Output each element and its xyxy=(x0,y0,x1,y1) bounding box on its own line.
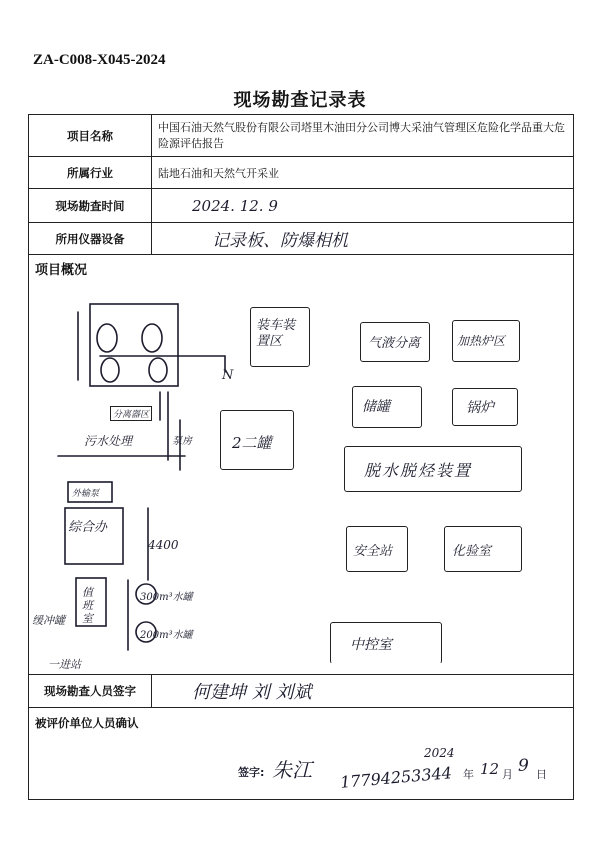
instruments-value: 记录板、防爆相机 xyxy=(152,223,574,255)
confirmation-label: 被评价单位人员确认 xyxy=(35,716,139,730)
label-sewage: 污水处理 xyxy=(84,434,133,448)
label-small1: 分离器区 xyxy=(110,406,152,421)
label-mid-note: 2二罐 xyxy=(232,434,272,452)
tank-2 xyxy=(142,324,162,352)
survey-time-value: 2024. 12. 9 xyxy=(152,189,574,223)
label-gas-booster: 加热炉区 xyxy=(457,334,506,348)
label-water-tank2: 200m³水罐 xyxy=(140,630,193,641)
survey-time-label: 现场勘查时间 xyxy=(29,189,152,223)
industry-value: 陆地石油和天然气开采业 xyxy=(152,157,574,189)
project-name-value: 中国石油天然气股份有限公司塔里木油田分公司博大采油气管理区危险化学品重大危险源评估报告 xyxy=(152,115,574,157)
label-width-note: 4400 xyxy=(148,538,179,552)
confirm-year: 2024 xyxy=(424,746,455,760)
label-water-tank1: 300m³水罐 xyxy=(140,592,193,603)
document-code: ZA-C008-X045-2024 xyxy=(33,52,166,68)
label-middle: 中控室 xyxy=(350,637,392,653)
label-small2: 外输泵 xyxy=(72,489,100,499)
label-pump-room: 泵房 xyxy=(172,436,192,447)
confirm-sign-label: 签字: xyxy=(238,766,265,779)
page-title: 现场勘查记录表 xyxy=(233,90,367,111)
overview-label: 项目概况 xyxy=(35,263,88,278)
label-dry-area: 脱水脱烃装置 xyxy=(364,461,473,480)
confirm-day: 9 xyxy=(518,756,529,776)
tank-4 xyxy=(149,358,167,382)
industry-label: 所属行业 xyxy=(29,157,152,189)
label-tank-area: 装车装置区 xyxy=(256,318,296,349)
label-left-note2: 一进站 xyxy=(48,658,81,671)
label-gas-area: 气液分离 xyxy=(368,336,421,351)
confirm-signer: 朱江 xyxy=(272,758,312,782)
label-control: 化验室 xyxy=(452,544,492,559)
confirm-phone: 17794253344 xyxy=(339,763,453,792)
label-boiler: 锅炉 xyxy=(466,400,494,416)
tank-3 xyxy=(101,358,119,382)
tank-1 xyxy=(97,324,117,352)
confirm-month-unit: 月 xyxy=(502,768,513,781)
staff-signature-label: 现场勘查人员签字 xyxy=(29,675,152,708)
tank-area-outline xyxy=(90,304,178,386)
label-room: 值班室 xyxy=(82,586,93,625)
staff-signature-value: 何建坤 刘 刘斌 xyxy=(152,675,574,708)
instruments-label: 所用仪器设备 xyxy=(29,223,152,255)
label-storage: 储罐 xyxy=(362,399,390,415)
confirm-day-unit: 日 xyxy=(536,768,547,781)
label-left-note: 缓冲罐 xyxy=(32,614,65,627)
project-name-label: 项目名称 xyxy=(29,115,152,157)
confirm-year-unit: 年 xyxy=(463,768,474,781)
label-safety: 安全站 xyxy=(353,544,393,559)
label-north: N xyxy=(222,368,234,383)
confirm-month: 12 xyxy=(480,760,500,778)
label-office: 综合办 xyxy=(68,520,108,535)
